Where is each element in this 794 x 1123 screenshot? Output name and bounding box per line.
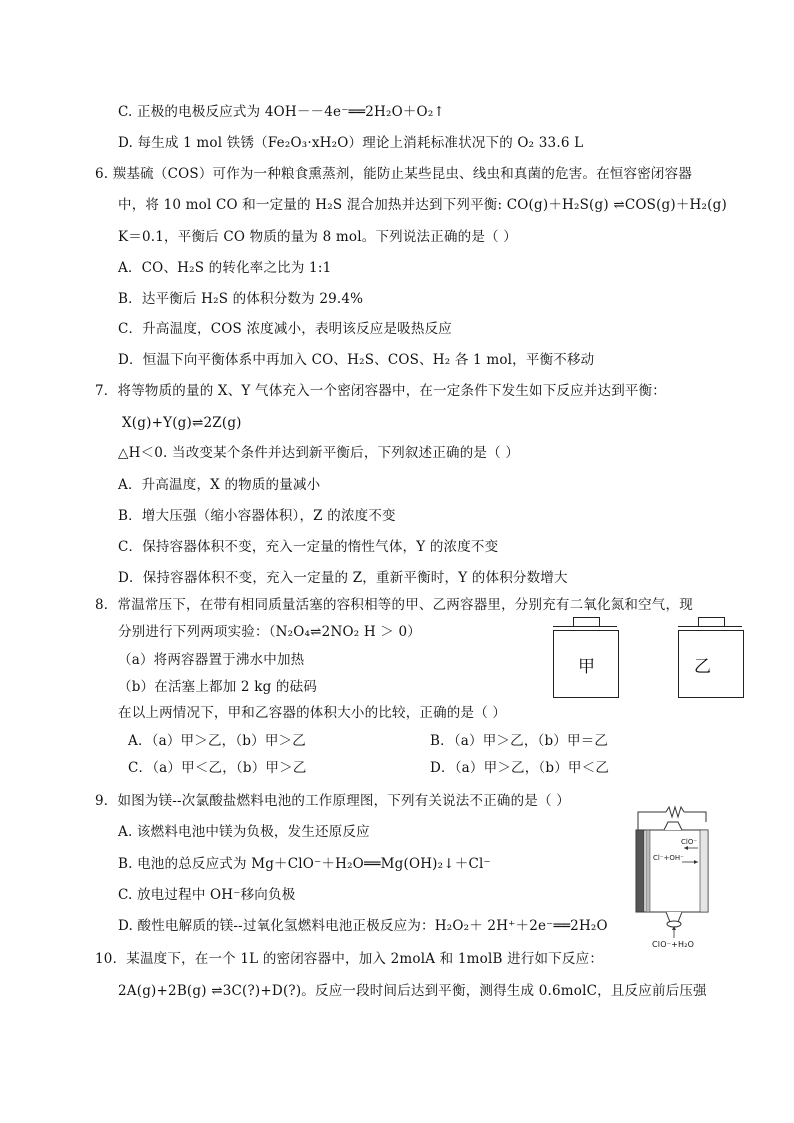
q9-option-c: C. 放电过程中 OH⁻移向负极: [118, 887, 296, 903]
q9-option-b: B. 电池的总反应式为 Mg＋ClO⁻＋H₂O══Mg(OH)₂↓＋Cl⁻: [118, 856, 491, 872]
cell-label-inlet: ClO⁻+H₂O: [652, 940, 695, 949]
container-jia-label: 甲: [578, 657, 595, 677]
q7-stem: 7．将等物质的量的 X、Y 气体充入一个密闭容器中，在一定条件下发生如下反应并达到平衡：: [95, 383, 666, 399]
q9-option-d: D. 酸性电解质的镁--过氧化氢燃料电池正极反应为：H₂O₂＋ 2H⁺＋2e⁻══2H₂O: [118, 918, 608, 934]
q7-option-a: A．升高温度，X 的物质的量减小: [118, 477, 321, 493]
positive-electrode: [700, 830, 708, 912]
q10-stem-2: 2A(g)+2B(g) ⇌3C(?)+D(?)。反应一段时间后达到平衡，测得生成 0.6molC，且反应前后压强: [118, 983, 707, 999]
q8-experiment-b: （b）在活塞上都加 2 kg 的砝码: [118, 679, 318, 695]
q5-option-d: D. 每生成 1 mol 铁锈（Fe₂O₃·xH₂O）理论上消耗标准状况下的 O₂ 33.6 L: [118, 135, 584, 151]
q6-option-a: A．CO、H₂S 的转化率之比为 1:1: [118, 260, 332, 276]
q8-option-c: C．（a）甲＜乙，（b）甲＞乙: [128, 760, 307, 776]
mg-electrode: [636, 830, 644, 912]
q5-option-c: C. 正极的电极反应式为 4OH－－4e⁻══2H₂O＋O₂↑: [118, 104, 445, 120]
q9-stem: 9．如图为镁--次氯酸盐燃料电池的工作原理图，下列有关说法不正确的是（ ）: [95, 793, 570, 809]
q10-stem: 10．某温度下，在一个 1L 的密闭容器中，加入 2molA 和 1molB 进行如下反应：: [95, 951, 604, 967]
q6-option-c: C．升高温度，COS 浓度减小，表明该反应是吸热反应: [118, 321, 452, 337]
q8-option-a: A．（a）甲＞乙，（b）甲＞乙: [128, 733, 306, 749]
q7-option-d: D．保持容器体积不变，充入一定量的 Z，重新平衡时，Y 的体积分数增大: [118, 570, 568, 586]
q7-equation: X(g)+Y(g)⇌2Z(g): [122, 415, 242, 431]
q6-stem: 6. 羰基硫（COS）可作为一种粮食熏蒸剂，能防止某些昆虫、线虫和真菌的危害。在恒容密闭容器: [95, 166, 693, 182]
q8-option-b: B．（a）甲＞乙，（b）甲＝乙: [430, 733, 609, 749]
q6-stem-3: K＝0.1，平衡后 CO 物质的量为 8 mol。下列说法正确的是（ ）: [118, 229, 517, 245]
q7-option-c: C．保持容器体积不变，充入一定量的惰性气体，Y 的浓度不变: [118, 539, 499, 555]
q8-stem: 8．常温常压下，在带有相同质量活塞的容积相等的甲、乙两容器里，分别充有二氧化氮和空气，现: [95, 597, 693, 613]
fuel-cell-diagram: [626, 790, 716, 940]
resistor-icon: [666, 807, 684, 817]
container-jia-lid: [553, 626, 617, 627]
cell-label-cl-oh: Cl⁻+OH⁻: [653, 854, 684, 862]
q8-stem-2: 分别进行下列两项实验：（N₂O₄⇌2NO₂ H ＞ 0）: [118, 624, 421, 640]
q9-option-a: A. 该燃料电池中镁为负极，发生还原反应: [118, 824, 370, 840]
container-yi-lid: [678, 626, 742, 627]
q8-option-d: D．（a）甲＞乙，（b）甲＜乙: [430, 760, 610, 776]
cell-label-clo: ClO⁻: [681, 838, 698, 846]
q7-option-b: B．增大压强（缩小容器体积），Z 的浓度不变: [118, 508, 396, 524]
q6-option-d: D．恒温下向平衡体系中再加入 CO、H₂S、COS、H₂ 各 1 mol，平衡不移动: [118, 352, 595, 368]
q7-stem-2: △H＜0. 当改变某个条件并达到新平衡后，下列叙述正确的是（ ）: [118, 445, 520, 461]
container-yi: [678, 630, 744, 698]
container-yi-label: 乙: [694, 657, 711, 677]
q8-question: 在以上两情况下，甲和乙容器的体积大小的比较，正确的是（ ）: [118, 705, 507, 721]
q6-stem-2: 中，将 10 mol CO 和一定量的 H₂S 混合加热并达到下列平衡: CO(g)＋H₂S(g) ⇌COS(g)＋H₂(g): [118, 197, 727, 213]
q8-experiment-a: （a）将两容器置于沸水中加热: [118, 652, 305, 668]
q6-option-b: B．达平衡后 H₂S 的体积分数为 29.4%: [118, 291, 364, 307]
